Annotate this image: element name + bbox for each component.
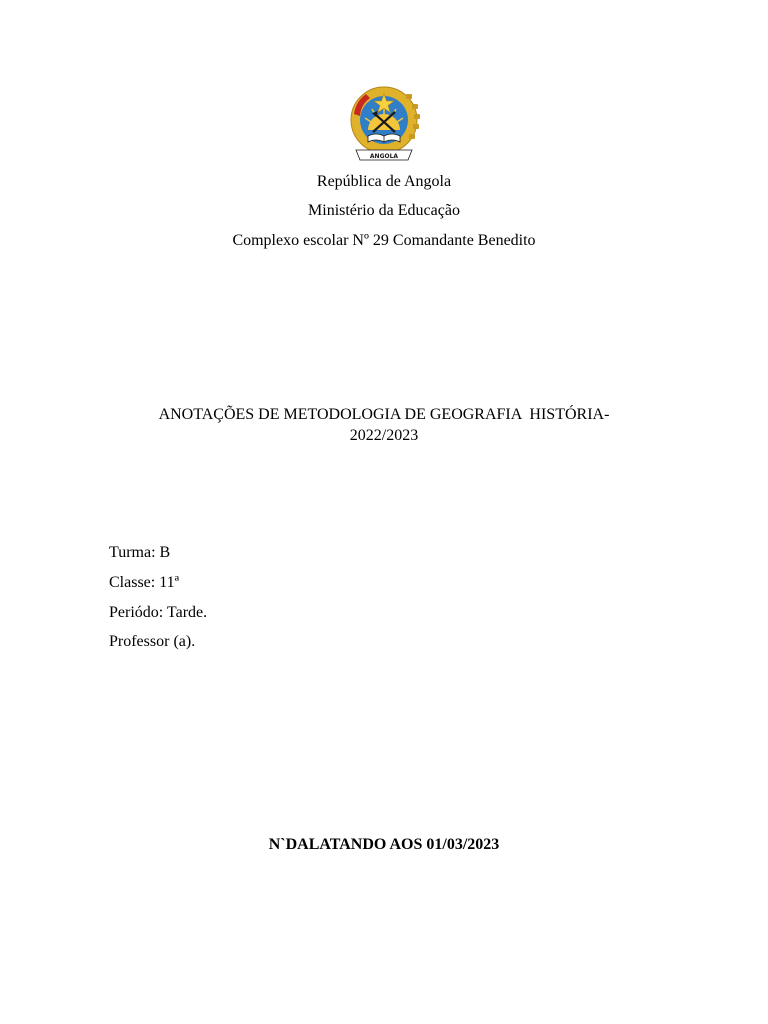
info-periodo: Periódo: Tarde. [109,604,208,621]
info-classe: Classe: 11ª [109,574,180,591]
footer-place-date: N`DALATANDO AOS 01/03/2023 [268,836,500,853]
header-school: Complexo escolar Nº 29 Comandante Benedito [232,232,536,249]
angola-coat-of-arms-icon [346,84,422,164]
svg-text:ANGOLA: ANGOLA [369,153,399,160]
document-title [100,404,668,446]
info-professor: Professor (a). [109,633,196,650]
header-ministry: Ministério da Educação [308,202,460,219]
document-title-line2: 2022/2023 [349,427,419,444]
header-republic: República de Angola [316,173,452,190]
document-title-line1: ANOTAÇÕES DE METODOLOGIA DE GEOGRAFIA HISTÓRIA- [158,406,610,423]
info-turma: Turma: B [109,544,171,561]
